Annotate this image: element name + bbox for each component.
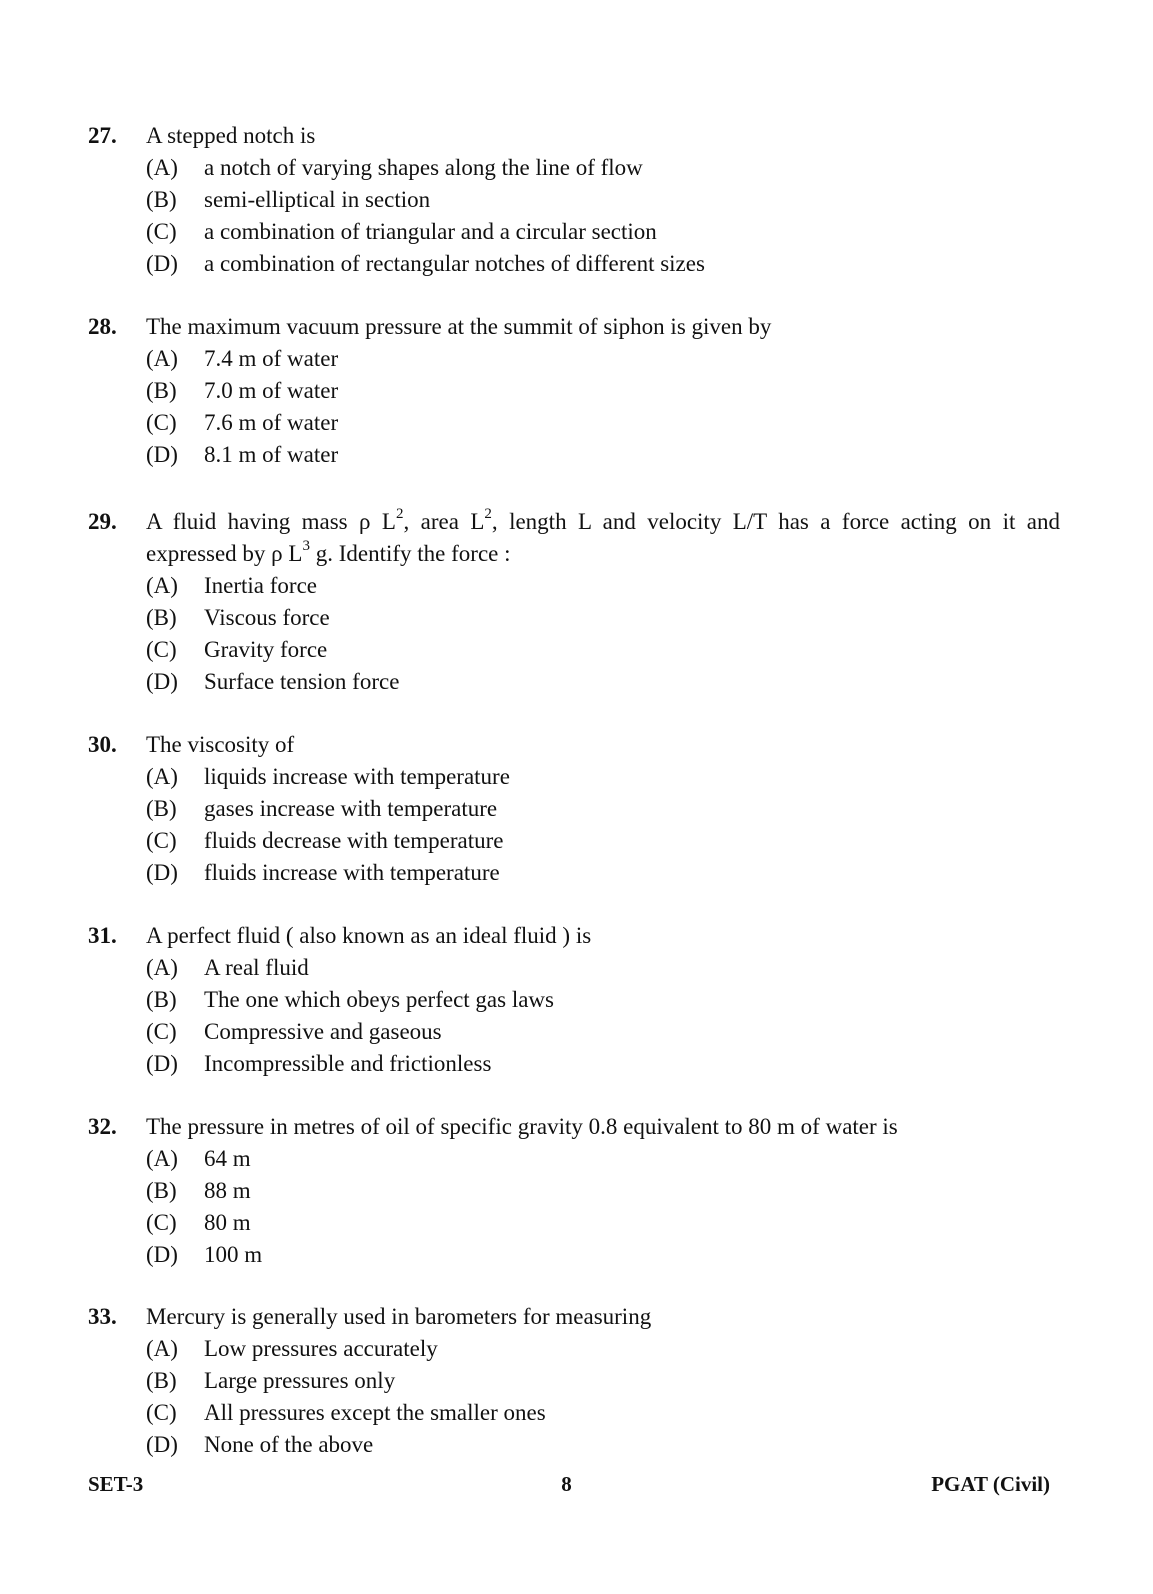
question-29 [88, 506, 1060, 698]
option-text: Large pressures only [204, 1368, 396, 1393]
option-letter: (C) [146, 637, 177, 662]
option-d [146, 248, 1060, 280]
option-a [146, 570, 1060, 602]
question-number: 32. [88, 1114, 117, 1139]
option-text: Inertia force [204, 573, 318, 598]
option-letter: (B) [146, 987, 177, 1012]
option-letter: (A) [146, 1336, 178, 1361]
option-c [146, 825, 1060, 857]
footer-set-code: SET-3 [88, 1472, 144, 1496]
option-letter: (D) [146, 1242, 178, 1267]
option-text: Low pressures accurately [204, 1336, 438, 1361]
option-letter: (B) [146, 605, 177, 630]
option-a [146, 343, 1060, 375]
option-a [146, 152, 1060, 184]
question-stem [88, 729, 1060, 761]
option-d [146, 1429, 1060, 1461]
option-text: 7.0 m of water [204, 378, 339, 403]
option-text: 88 m [204, 1178, 251, 1203]
option-text: A real fluid [204, 955, 309, 980]
option-b [146, 184, 1060, 216]
option-letter: (A) [146, 573, 178, 598]
option-text: Viscous force [204, 605, 330, 630]
question-text-line-2 [146, 538, 1060, 570]
question-30 [88, 729, 1060, 889]
option-text: Incompressible and frictionless [204, 1051, 492, 1076]
option-letter: (A) [146, 346, 178, 371]
option-text: 7.4 m of water [204, 346, 339, 371]
option-letter: (D) [146, 1432, 178, 1457]
option-d [146, 666, 1060, 698]
option-text: liquids increase with temperature [204, 764, 510, 789]
option-letter: (D) [146, 669, 178, 694]
option-letter: (D) [146, 1051, 178, 1076]
question-stem [88, 311, 1060, 343]
question-31 [88, 920, 1060, 1080]
option-letter: (A) [146, 1146, 178, 1171]
option-text: 8.1 m of water [204, 442, 339, 467]
option-c [146, 216, 1060, 248]
superscript: 3 [302, 538, 310, 555]
option-c [146, 634, 1060, 666]
option-letter: (D) [146, 860, 178, 885]
option-c [146, 1397, 1060, 1429]
option-letter: (A) [146, 764, 178, 789]
option-letter: (C) [146, 828, 177, 853]
question-text: A perfect fluid ( also known as an ideal fluid ) is [146, 923, 592, 948]
option-text: 7.6 m of water [204, 410, 339, 435]
option-d [146, 439, 1060, 471]
option-text: 64 m [204, 1146, 251, 1171]
option-b [146, 793, 1060, 825]
option-a [146, 1143, 1060, 1175]
option-text: Gravity force [204, 637, 328, 662]
option-d [146, 1239, 1060, 1271]
question-number: 31. [88, 923, 117, 948]
question-stem [88, 920, 1060, 952]
option-letter: (C) [146, 410, 177, 435]
option-text: 80 m [204, 1210, 251, 1235]
question-number: 28. [88, 314, 117, 339]
option-a [146, 952, 1060, 984]
option-letter: (B) [146, 187, 177, 212]
option-text: gases increase with temperature [204, 796, 498, 821]
question-number: 30. [88, 732, 117, 757]
option-letter: (B) [146, 378, 177, 403]
option-letter: (C) [146, 1400, 177, 1425]
question-32 [88, 1111, 1060, 1271]
question-text: A stepped notch is [146, 123, 316, 148]
question-number: 33. [88, 1304, 117, 1329]
question-text: The maximum vacuum pressure at the summit of siphon is given by [146, 314, 772, 339]
option-text: a notch of varying shapes along the line of flow [204, 155, 643, 180]
option-b [146, 1365, 1060, 1397]
option-text: 100 m [204, 1242, 263, 1267]
option-a [146, 761, 1060, 793]
option-text: All pressures except the smaller ones [204, 1400, 546, 1425]
text-segment: A fluid having mass ρ L [146, 509, 396, 534]
option-d [146, 1048, 1060, 1080]
question-27 [88, 120, 1060, 280]
text-segment: , length L and velocity L/T has a force acting on it and [491, 509, 1061, 534]
question-text: Mercury is generally used in barometers for measuring [146, 1304, 652, 1329]
option-text: fluids decrease with temperature [204, 828, 504, 853]
question-stem [88, 506, 1060, 570]
option-letter: (C) [146, 1019, 177, 1044]
question-number: 27. [88, 123, 117, 148]
option-text: Surface tension force [204, 669, 400, 694]
option-d [146, 857, 1060, 889]
question-stem [88, 120, 1060, 152]
option-letter: (D) [146, 442, 178, 467]
question-text-line-1 [146, 506, 1060, 538]
option-letter: (A) [146, 155, 178, 180]
option-b [146, 602, 1060, 634]
option-b [146, 375, 1060, 407]
superscript: 2 [396, 506, 404, 523]
footer-exam-name: PGAT (Civil) [931, 1472, 1050, 1496]
footer-page-number: 8 [561, 1472, 572, 1496]
option-letter: (B) [146, 796, 177, 821]
option-b [146, 984, 1060, 1016]
option-text: semi-elliptical in section [204, 187, 431, 212]
question-text: The viscosity of [146, 732, 295, 757]
question-stem [88, 1111, 1060, 1143]
superscript: 2 [484, 506, 492, 523]
text-segment: , area L [403, 509, 485, 534]
text-segment: expressed by ρ L [146, 541, 303, 566]
option-letter: (D) [146, 251, 178, 276]
option-text: a combination of rectangular notches of different sizes [204, 251, 705, 276]
option-text: Compressive and gaseous [204, 1019, 442, 1044]
option-c [146, 1016, 1060, 1048]
option-letter: (C) [146, 219, 177, 244]
question-number: 29. [88, 509, 117, 534]
option-a [146, 1333, 1060, 1365]
question-33 [88, 1301, 1060, 1461]
option-c [146, 1207, 1060, 1239]
option-letter: (B) [146, 1368, 177, 1393]
option-text: a combination of triangular and a circular section [204, 219, 657, 244]
option-letter: (C) [146, 1210, 177, 1235]
option-c [146, 407, 1060, 439]
option-text: fluids increase with temperature [204, 860, 500, 885]
text-segment: g. Identify the force : [309, 541, 511, 566]
option-letter: (A) [146, 955, 178, 980]
option-letter: (B) [146, 1178, 177, 1203]
question-28 [88, 311, 1060, 471]
option-text: None of the above [204, 1432, 374, 1457]
option-text: The one which obeys perfect gas laws [204, 987, 554, 1012]
option-b [146, 1175, 1060, 1207]
question-text: The pressure in metres of oil of specific gravity 0.8 equivalent to 80 m of water is [146, 1114, 898, 1139]
question-stem [88, 1301, 1060, 1333]
